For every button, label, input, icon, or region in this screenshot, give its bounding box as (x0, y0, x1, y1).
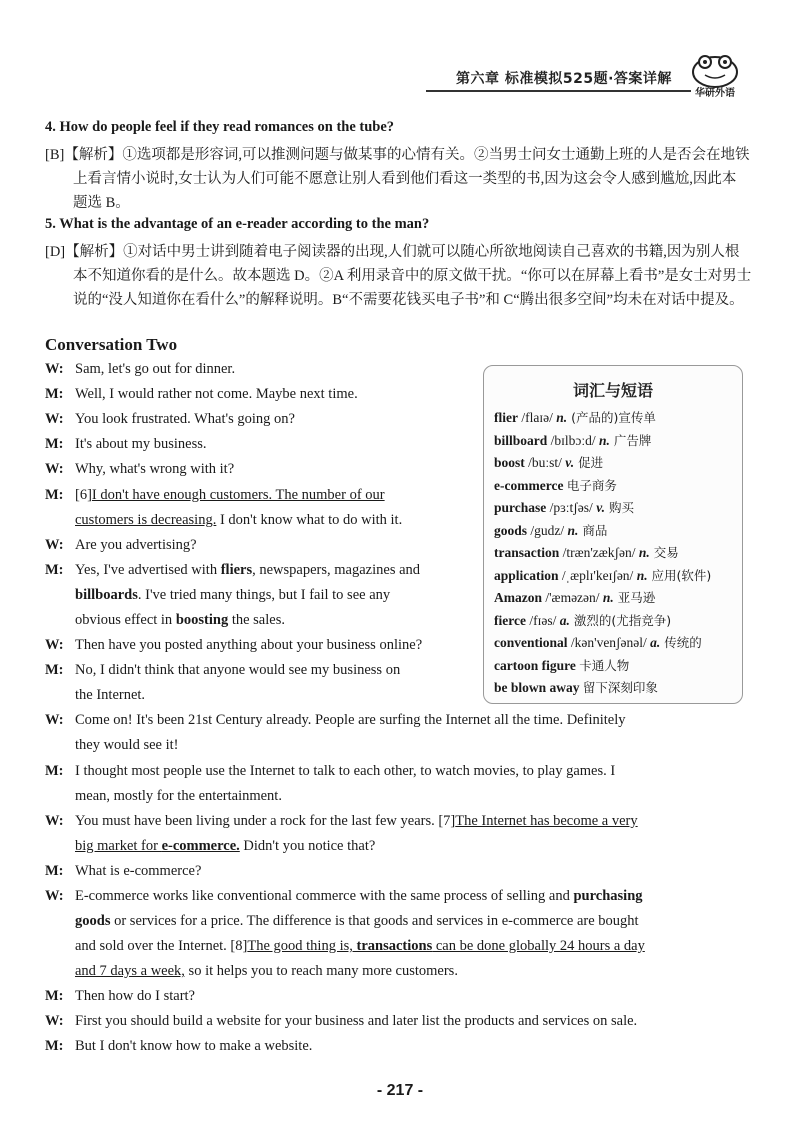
question-5: 5. What is the advantage of an e-reader according to the man? (45, 216, 430, 232)
dialogue-line-cont: billboards. I've tried many things, but I fail to see any (75, 587, 391, 603)
answer-5 (45, 240, 760, 312)
vocabulary-box (483, 365, 743, 704)
dialogue-line-cont: and 7 days a week, so it helps you to reach many more customers. (75, 963, 458, 979)
header-rule (426, 90, 691, 92)
vocab-item: fierce /fɪəs/ a. 激烈的(尤指竞争) (494, 612, 672, 628)
key-sentence-6: I don't have enough customers. The number of our (91, 487, 385, 503)
answer-5-line-3: 说的“没人知道你在看什么”的解释说明。B“不需要花钱买电子书”和 C“腾出很多空间”均未在对话中提及。 (73, 292, 744, 308)
dialogue-line: W: Then have you posted anything about your business online? (45, 637, 423, 653)
page-number: - 217 - (376, 1082, 424, 1099)
question-4: 4. How do people feel if they read romances on the tube? (45, 119, 395, 135)
vocab-item: e-commerce 电子商务 (494, 477, 617, 493)
dialogue-line: W: First you should build a website for your business and later list the products and services on sale. (45, 1013, 638, 1029)
vocab-item: transaction /træn'zækʃən/ n. 交易 (494, 545, 679, 560)
vocab-item: purchase /pɜːtʃəs/ v. 购买 (494, 500, 635, 515)
section-title: Conversation Two (45, 335, 178, 354)
dialogue-line-cont: they would see it! (75, 737, 179, 753)
dialogue-line: M: What is e-commerce? (45, 863, 202, 879)
answer-5-line-2: 本不知道你看的是什么。故本题选 D。②A 利用录音中的原文做干扰。“你可以在屏幕上看书”是女士对男士 (73, 268, 752, 284)
vocab-item: cartoon figure 卡通人物 (494, 657, 630, 673)
chapter-title: 第六章 标准模拟525题·答案详解 (456, 71, 672, 87)
dialogue-line: W: Sam, let's go out for dinner. (45, 361, 236, 377)
dialogue-line: W: Why, what's wrong with it? (45, 461, 235, 477)
dialogue-line-cont: obvious effect in boosting the sales. (75, 612, 285, 628)
dialogue-line-cont: and sold over the Internet. [8]The good thing is, transactions can be done globally 24 hours a day (75, 938, 645, 954)
dialogue-line: M: No, I didn't think that anyone would see my business on (45, 662, 401, 678)
vocab-item: goods /gudz/ n. 商品 (494, 522, 608, 538)
dialogue-line: W: E-commerce works like conventional commerce with the same process of selling and purchasing (45, 888, 643, 904)
key-sentence-7: The Internet has become a very (455, 813, 638, 829)
vocab-item: application /ˌæplɪ'keɪʃən/ n. 应用(软件) (494, 567, 712, 583)
dialogue-line-cont: mean, mostly for the entertainment. (75, 788, 282, 804)
answer-4 (45, 143, 760, 215)
dialogue-line: W: Are you advertising? (45, 537, 197, 553)
logo-text: 华研外语 (695, 88, 735, 99)
dialogue-line: M: Then how do I start? (45, 988, 195, 1004)
answer-4-line-2: 上看言情小说时,女士认为人们可能不愿意让别人看到他们看这一类型的书,因为这会令人感到尴尬,因此本 (73, 171, 737, 187)
dialogue-line: W: Come on! It's been 21st Century already. People are surfing the Internet all the time. Definitely (45, 712, 626, 728)
dialogue-line-cont: big market for e-commerce. Didn't you notice that? (75, 838, 376, 854)
dialogue-line-cont: customers is decreasing. I don't know what to do with it. (75, 512, 403, 528)
dialogue-line: M: Yes, I've advertised with fliers, newspapers, magazines and (45, 562, 421, 578)
dialogue-line: M: I thought most people use the Internet to talk to each other, to watch movies, to play games. I (45, 763, 616, 779)
vocab-item: conventional /kən'venʃənəl/ a. 传统的 (494, 635, 702, 650)
dialogue-line: W: You must have been living under a rock for the last few years. [7]The Internet has become a very (45, 813, 638, 829)
dialogue-line: M: Well, I would rather not come. Maybe next time. (45, 386, 358, 402)
vocab-item: flier /flaɪə/ n. (产品的)宣传单 (494, 410, 656, 425)
dialogue-line-cont: goods or services for a price. The difference is that goods and services in e-commerce are bought (75, 913, 639, 929)
vocab-item: be blown away 留下深刻印象 (494, 680, 658, 695)
vocab-item: Amazon /'æməzən/ n. 亚马逊 (494, 590, 656, 605)
answer-4-line-1: [B]【解析】①选项都是形容词,可以推测问题与做某事的心情有关。②当男士问女士通勤上班的人是否会在地铁 (45, 147, 750, 163)
key-sentence-8: The good thing is, (247, 938, 357, 954)
dialogue-line: M: It's about my business. (45, 436, 207, 452)
dialogue-line: W: You look frustrated. What's going on? (45, 411, 295, 427)
dialogue-line: M: [6]I don't have enough customers. The number of our (45, 487, 385, 503)
dialogue-line-cont: the Internet. (75, 687, 146, 703)
dialogue-line: M: But I don't know how to make a website. (45, 1038, 313, 1054)
answer-5-line-1: [D]【解析】①对话中男士讲到随着电子阅读器的出现,人们就可以随心所欲地阅读自己喜欢的书籍,因为别人根 (45, 244, 740, 260)
vocabulary-title: 词汇与短语 (572, 381, 653, 400)
page-header (420, 62, 740, 100)
vocab-item: boost /buːst/ v. 促进 (494, 455, 604, 470)
vocab-item: billboard /bɪlbɔːd/ n. 广告牌 (494, 432, 652, 448)
answer-4-line-3: 题选 B。 (73, 195, 130, 211)
